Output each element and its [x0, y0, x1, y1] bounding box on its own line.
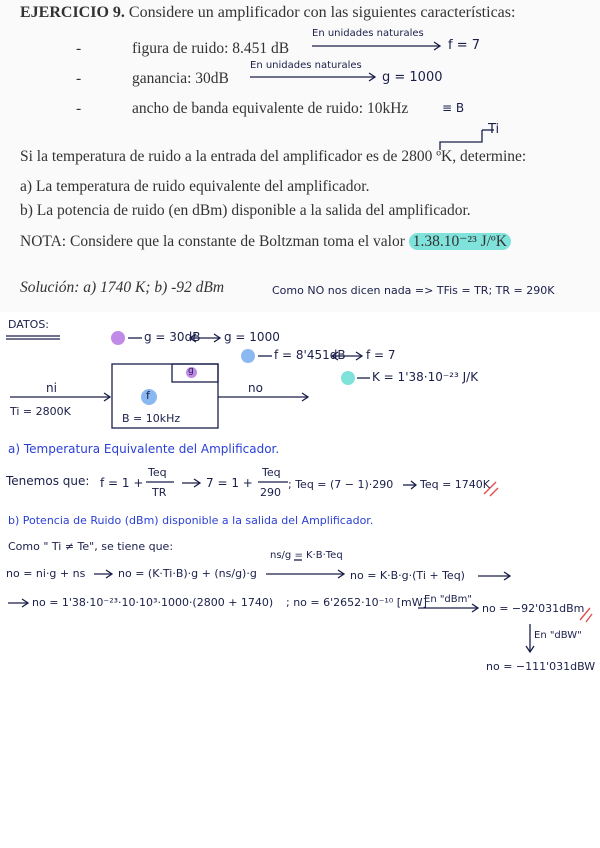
datos-heading: DATOS:: [8, 318, 50, 331]
ti-label: Ti = 2800K: [10, 405, 71, 418]
eq-b4: no = 1'38·10⁻²³·10·10³·1000·(2800 + 1740): [32, 596, 274, 609]
question-item-a: a) La temperatura de ruido equivalente del amplificador.: [20, 178, 370, 195]
bullet-noise-figure: figura de ruido: 8.451 dB: [132, 40, 290, 57]
frac2-num: Teq: [262, 466, 281, 479]
boltzmann-value: 1.38.10⁻²³ J/ºK: [409, 233, 511, 250]
solution-note: Como NO nos dicen nada => TFis = TR; TR = 290K: [272, 284, 555, 297]
question-temp: 2800 ºK: [401, 148, 453, 165]
output-no-label: no: [248, 381, 263, 395]
bullet-dash-3: -: [76, 100, 82, 117]
note-f-value: f = 7: [448, 38, 481, 53]
nota-prefix: NOTA: Considere que la constante de Boltzman toma el valor: [20, 233, 405, 250]
note-ti-symbol: Ti: [488, 122, 500, 137]
block-g-label: g: [188, 366, 194, 376]
bullet-dash-2: -: [76, 70, 82, 87]
bullet-bandwidth: ancho de banda equivalente de ruido: 10kHz: [132, 100, 409, 117]
conversion-dbm: En "dBm": [424, 594, 472, 605]
eq-a1: f = 1 +: [100, 476, 144, 490]
eq-b3: no = K·B·g·(Ti + Teq): [350, 569, 465, 582]
solution: Solución: a) 1740 K; b) -92 dBm: [20, 279, 225, 296]
exercise-intro: Considere un amplificador con las siguientes características:: [128, 4, 516, 21]
frac2-den: 290: [260, 486, 281, 499]
result-dbw: no = −111'031dBW: [486, 660, 596, 673]
teq-result: Teq = 1740K: [420, 478, 491, 491]
eq-b1: no = ni·g + ns: [6, 567, 86, 580]
eq-a2: 7 = 1 +: [206, 476, 253, 490]
note-b-symbol: ≡ B: [442, 101, 465, 115]
question-end: , determine:: [452, 148, 527, 165]
frac1-den: TR: [152, 486, 167, 499]
conversion-dbw: En "dBW": [534, 630, 582, 641]
block-f-label: f: [146, 389, 150, 402]
note-natural-units-1: En unidades naturales: [312, 28, 424, 39]
data-k-constant: K = 1'38·10⁻²³ J/K: [372, 370, 479, 384]
red-check-marks: [484, 482, 592, 622]
note-g-value: g = 1000: [382, 70, 443, 85]
exercise-heading: EJERCICIO 9.: [20, 4, 125, 21]
arrow-ti-bracket: [440, 130, 482, 150]
blue-dot: [241, 349, 255, 363]
question-text: Si la temperatura de ruido a la entrada del amplificador es de: [20, 148, 398, 165]
purple-dot: [111, 331, 125, 345]
result-dbm: no = −92'031dBm: [482, 602, 585, 615]
data-f-natural: f = 7: [366, 348, 396, 362]
eq-b5: ; no = 6'2652·10⁻¹⁰ [mW]: [286, 596, 427, 609]
eq-a3: ; Teq = (7 − 1)·290: [288, 478, 394, 491]
data-g-natural: g = 1000: [224, 330, 280, 344]
tenemos-que: Tenemos que:: [6, 474, 90, 488]
part-a-title: a) Temperatura Equivalente del Amplificador.: [8, 442, 280, 456]
data-f-db: f = 8'451dB: [274, 348, 346, 362]
bullet-gain: ganancia: 30dB: [132, 70, 229, 87]
bullet-dash-1: -: [76, 40, 82, 57]
eq-b-overline: ns/g = K·B·Teq: [270, 550, 343, 561]
question-item-b: b) La potencia de ruido (en dBm) disponible a la salida del amplificador.: [20, 202, 471, 219]
como-line: Como " Ti ≠ Te", se tiene que:: [8, 540, 174, 553]
teal-dot: [341, 371, 355, 385]
note-natural-units-2: En unidades naturales: [250, 60, 362, 71]
eq-b2: no = (K·Ti·B)·g + (ns/g)·g: [118, 567, 257, 580]
part-b-title: b) Potencia de Ruido (dBm) disponible a la salida del Amplificador.: [8, 514, 374, 527]
block-bandwidth-label: B = 10kHz: [122, 412, 181, 425]
data-g-db: g = 30dB: [144, 330, 201, 344]
input-ni-label: ni: [46, 381, 57, 395]
frac1-num: Teq: [148, 466, 167, 479]
